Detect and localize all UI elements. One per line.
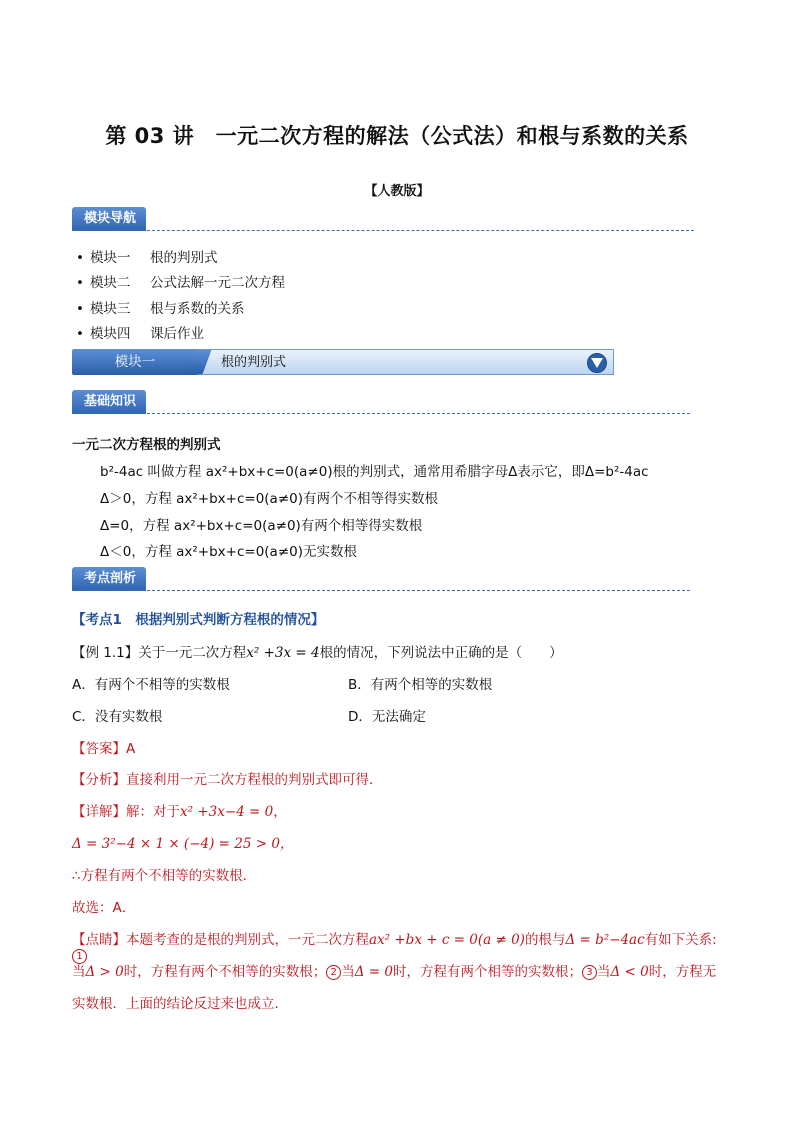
analysis-section-tab: 考点剖析: [72, 567, 146, 591]
basic-line-1: b²-4ac 叫做方程 ax²+bx+c=0(a≠0)根的判别式，通常用希腊字母Δ表示它，即Δ=b²-4ac: [100, 464, 649, 480]
chevron-down-icon[interactable]: [587, 353, 607, 373]
edition-label: 【人教版】: [364, 184, 430, 199]
option-c: C．没有实数根: [72, 709, 163, 725]
module-number: 模块一: [72, 349, 198, 375]
nav-item-module-1[interactable]: • 模块一 根的判别式: [76, 250, 218, 266]
basic-line-2: Δ＞0，方程 ax²+bx+c=0(a≠0)有两个不相等得实数根: [100, 491, 439, 507]
basic-section-tab: 基础知识: [72, 390, 146, 414]
detail-line: 【详解】解：对于x² +3x−4 = 0，: [72, 804, 287, 820]
answer-line: 【答案】A: [72, 741, 136, 757]
circled-number-2: 2: [326, 965, 341, 980]
comment-line-2: 当Δ > 0时，方程有两个不相等的实数根； 2 当Δ = 0时，方程有两个相等的实数根； 3 当Δ < 0时，方程无: [72, 964, 717, 980]
basic-line-3: Δ=0，方程 ax²+bx+c=0(a≠0)有两个相等得实数根: [100, 518, 423, 534]
basic-section-divider: [72, 413, 690, 414]
module-title-text: 根的判别式: [221, 355, 287, 370]
choose-line: 故选：A．: [72, 900, 136, 916]
example-question: 【例 1.1】关于一元二次方程x² +3x = 4根的情况，下列说法中正确的是（ ）: [72, 645, 563, 661]
analysis-section-divider: [72, 590, 690, 591]
delta-calculation: Δ = 3²−4 × 1 × (−4) = 25 > 0，: [72, 836, 294, 852]
example-equation: x² +3x = 4: [246, 645, 320, 661]
nav-section-tab: 模块导航: [72, 207, 146, 231]
nav-item-module-3[interactable]: • 模块三 根与系数的关系: [76, 301, 245, 317]
circled-number-1: 1: [72, 949, 87, 964]
comment-line-1: 【点睛】本题考查的是根的判别式，一元二次方程ax² +bx + c = 0(a ≠ 0)的根与Δ = b²−4ac有如下关系: 1: [72, 932, 717, 962]
analysis-line: 【分析】直接利用一元二次方程根的判别式即可得．: [72, 772, 383, 788]
option-a: A．有两个不相等的实数根: [72, 677, 230, 693]
nav-section-divider: [72, 230, 694, 231]
comment-line-3: 实数根．上面的结论反过来也成立．: [72, 996, 288, 1012]
module-title: [198, 349, 614, 375]
conclusion-line: ∴方程有两个不相等的实数根．: [72, 868, 257, 884]
option-d: D．无法确定: [348, 709, 426, 725]
page-title: 第 03 讲 一元二次方程的解法（公式法）和根与系数的关系: [105, 124, 689, 148]
module-header-bar[interactable]: [72, 349, 614, 375]
point-heading: 【考点1 根据判别式判断方程根的情况】: [72, 612, 325, 628]
nav-item-module-2[interactable]: • 模块二 公式法解一元二次方程: [76, 275, 285, 291]
nav-item-module-4[interactable]: • 模块四 课后作业: [76, 326, 204, 342]
circled-number-3: 3: [582, 965, 597, 980]
basic-heading: 一元二次方程根的判别式: [72, 437, 221, 453]
basic-line-4: Δ＜0，方程 ax²+bx+c=0(a≠0)无实数根: [100, 544, 358, 560]
option-b: B．有两个相等的实数根: [348, 677, 493, 693]
